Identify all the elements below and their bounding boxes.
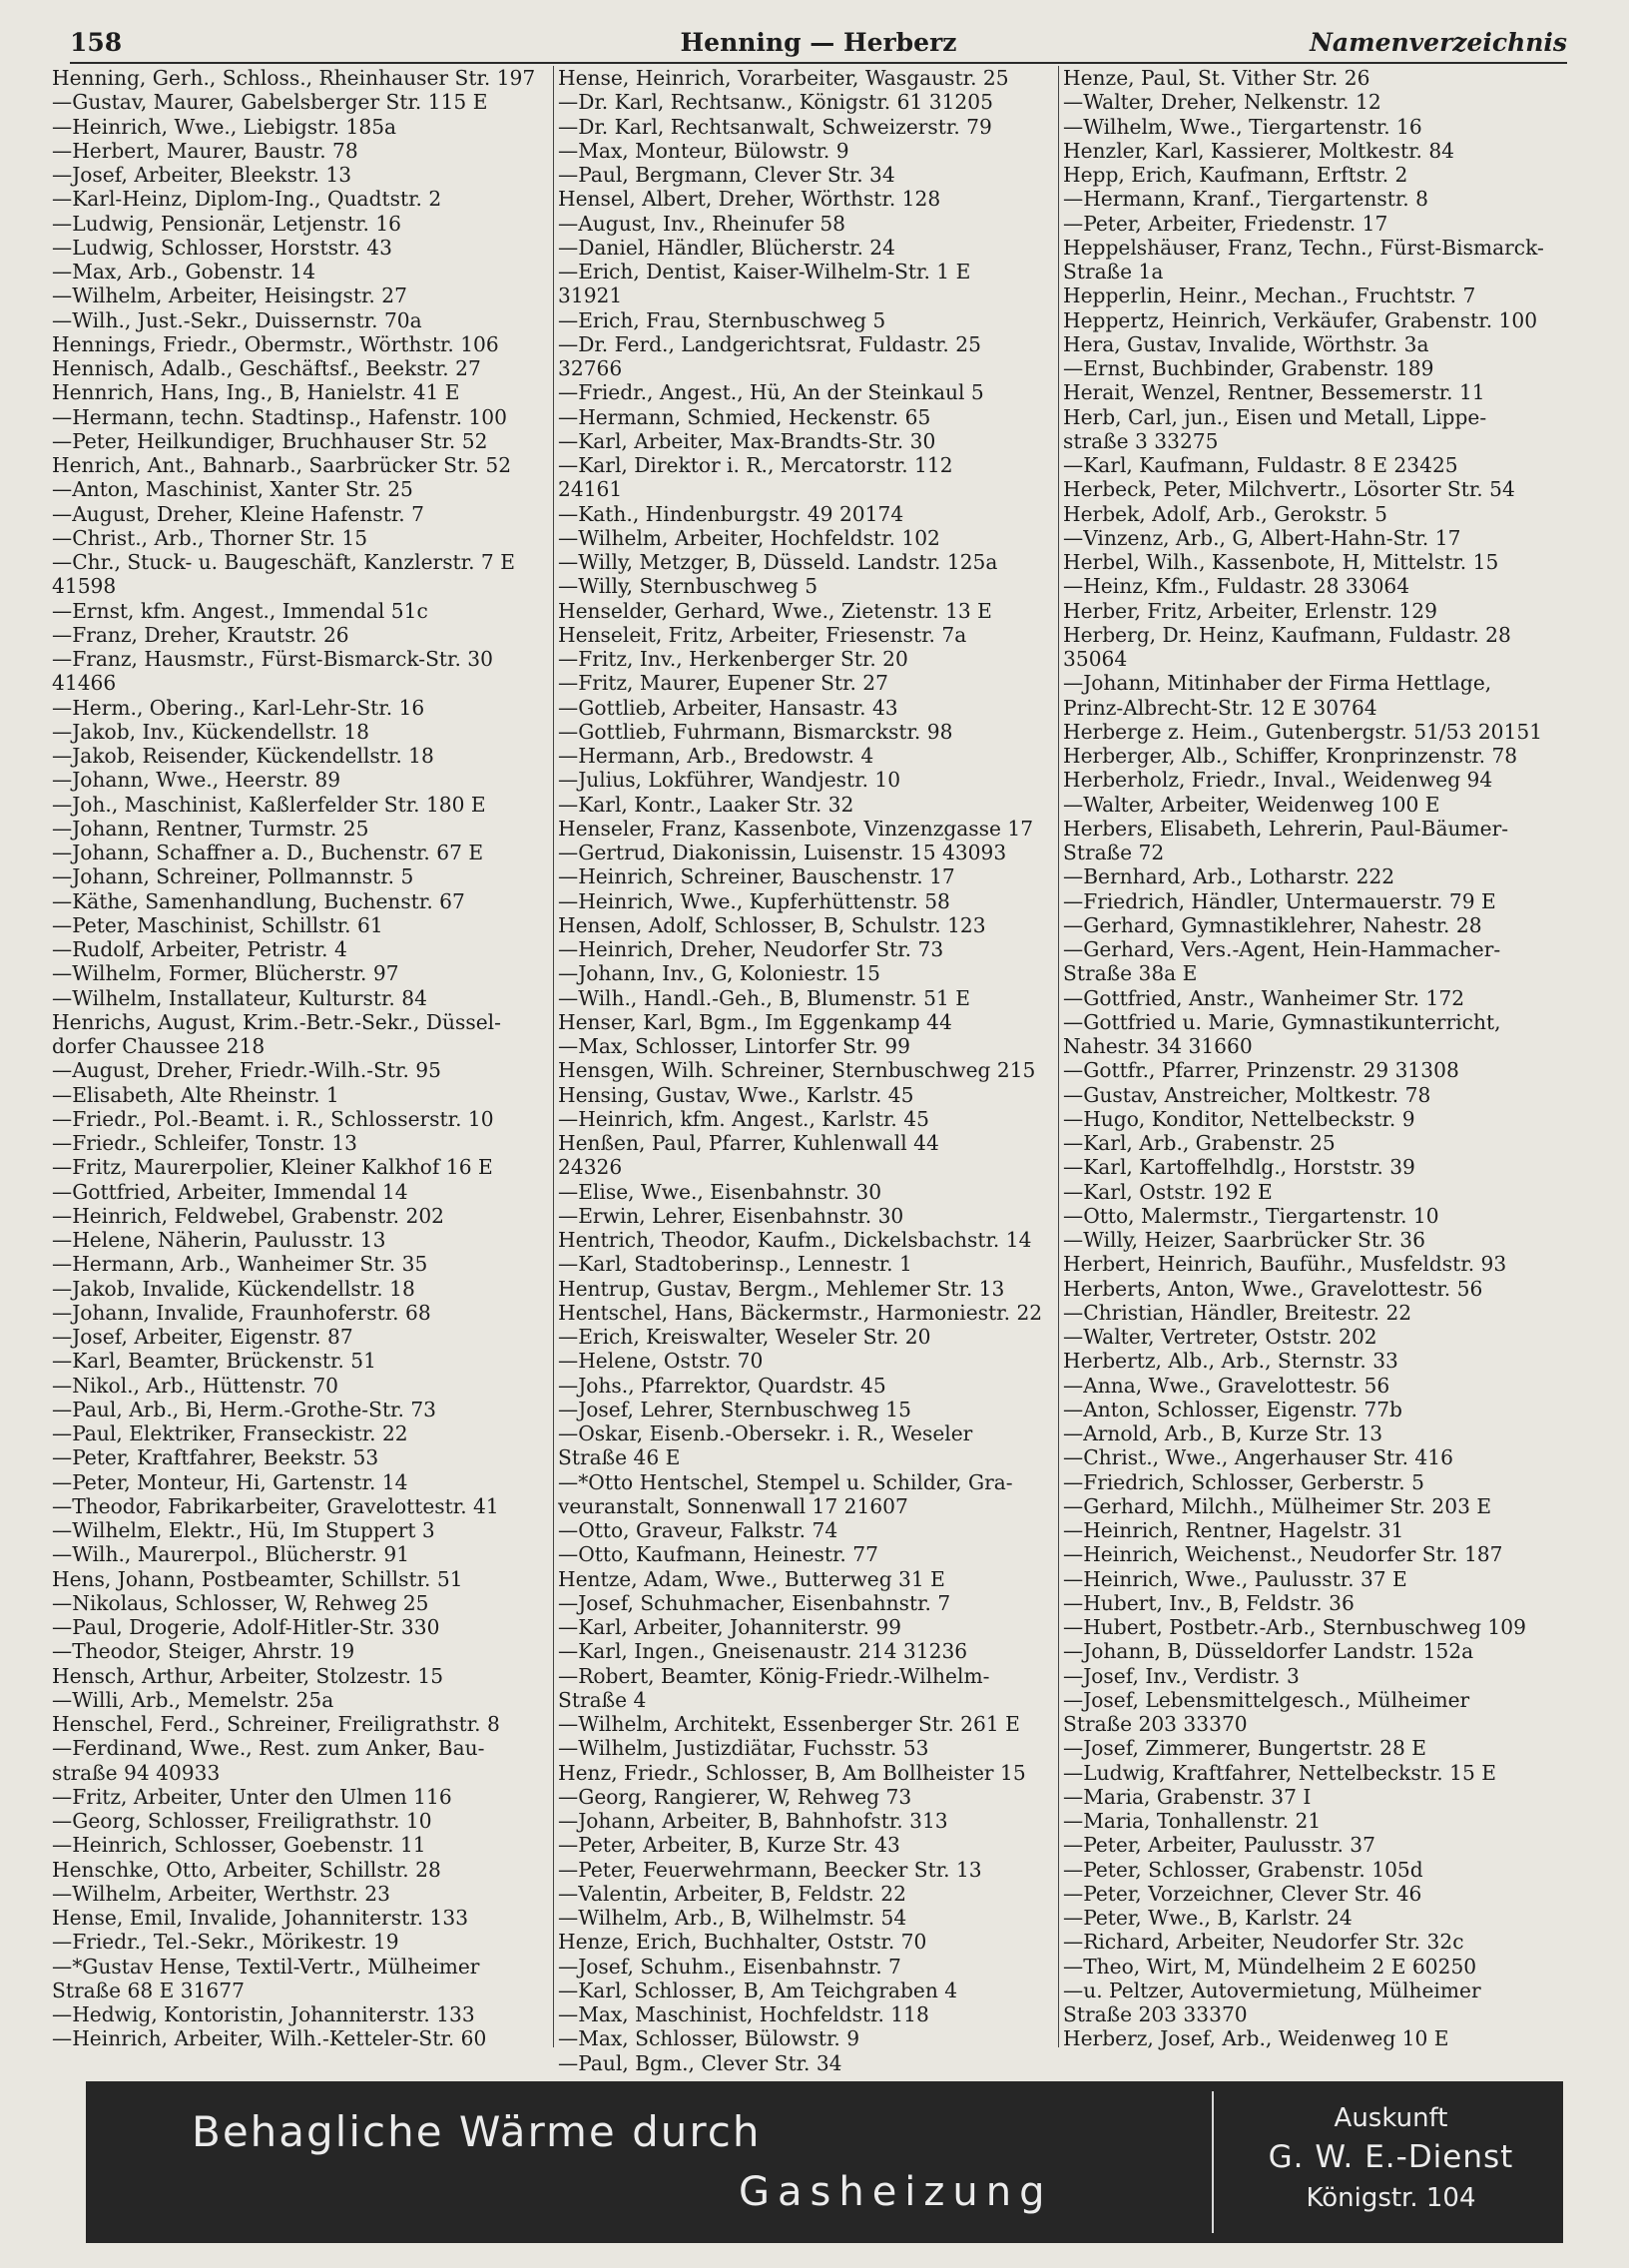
directory-entry: —Paul, Bgm., Clever Str. 34 xyxy=(558,2050,842,2075)
directory-entry: —Wilh., Handl.-Geh., B, Blumenstr. 51 E xyxy=(558,985,970,1010)
directory-entry: Straße 1a xyxy=(1063,260,1164,284)
directory-entry: Hentrup, Gustav, Bergm., Mehlemer Str. 13 xyxy=(558,1276,1005,1301)
directory-entry: Henseleit, Fritz, Arbeiter, Friesenstr. 7a xyxy=(558,622,967,647)
directory-entry: —Wilh., Just.-Sekr., Duissernstr. 70a xyxy=(52,307,422,332)
directory-column-1 xyxy=(48,66,553,2051)
directory-entry: —Peter, Maschinist, Schillstr. 61 xyxy=(52,912,383,937)
directory-entry: 24326 xyxy=(558,1155,623,1180)
directory-entry: Hense, Heinrich, Vorarbeiter, Wasgaustr. 25 xyxy=(558,66,1009,90)
directory-entry: —Fritz, Inv., Herkenberger Str. 20 xyxy=(558,647,908,671)
directory-entry: —Johann, Inv., G, Koloniestr. 15 xyxy=(558,961,880,986)
directory-entry: —Max, Schlosser, Bülowstr. 9 xyxy=(558,2026,860,2051)
directory-entry: Straße 68 E 31677 xyxy=(52,1978,245,2002)
directory-entry: —Wilh., Maurerpol., Blücherstr. 91 xyxy=(52,1542,410,1567)
directory-entry: 32766 xyxy=(558,356,623,380)
directory-entry: Hensgen, Wilh. Schreiner, Sternbuschweg 215 xyxy=(558,1058,1036,1083)
directory-entry: —Julius, Lokführer, Wandjestr. 10 xyxy=(558,768,901,793)
directory-entry: —Rudolf, Arbeiter, Petristr. 4 xyxy=(52,937,347,961)
directory-entry: —Wilhelm, Arbeiter, Heisingstr. 27 xyxy=(52,284,407,308)
directory-entry: Herberz, Josef, Arb., Weidenweg 10 E xyxy=(1063,2026,1449,2051)
directory-entry: —Kath., Hindenburgstr. 49 20174 xyxy=(558,501,904,526)
directory-entry: —Peter, Arbeiter, B, Kurze Str. 43 xyxy=(558,1833,900,1858)
directory-entry: —Otto, Kaufmann, Heinestr. 77 xyxy=(558,1542,878,1567)
directory-entry: —Peter, Monteur, Hi, Gartenstr. 14 xyxy=(52,1469,408,1494)
directory-entry: —Robert, Beamter, König-Friedr.-Wilhelm- xyxy=(558,1663,990,1688)
directory-entry: Henschke, Otto, Arbeiter, Schillstr. 28 xyxy=(52,1857,441,1882)
directory-entry: —Oskar, Eisenb.-Obersekr. i. R., Weseler xyxy=(558,1421,973,1445)
directory-entry: Heppelshäuser, Franz, Techn., Fürst-Bismarck- xyxy=(1063,235,1544,260)
section-title: Namenverzeichnis xyxy=(1310,28,1567,57)
directory-entry: Straße 72 xyxy=(1063,841,1165,864)
directory-entry: —Max, Arb., Gobenstr. 14 xyxy=(52,260,316,284)
directory-entry: —Fritz, Maurerpolier, Kleiner Kalkhof 16 E xyxy=(52,1155,493,1180)
directory-entry: —Vinzenz, Arb., G, Albert-Hahn-Str. 17 xyxy=(1063,525,1461,550)
directory-entry: —Josef, Inv., Verdistr. 3 xyxy=(1063,1663,1300,1688)
directory-entry: —Richard, Arbeiter, Neudorfer Str. 32c xyxy=(1063,1930,1464,1955)
directory-entry: —Johann, B, Düsseldorfer Landstr. 152a xyxy=(1063,1639,1474,1664)
directory-entry: —Joh., Maschinist, Kaßlerfelder Str. 180 E xyxy=(52,792,486,817)
directory-entry: —Johann, Schaffner a. D., Buchenstr. 67 E xyxy=(52,841,484,864)
directory-entry: Henschel, Ferd., Schreiner, Freiligrathstr. 8 xyxy=(52,1712,500,1736)
directory-entry: —Jakob, Invalide, Kückendellstr. 18 xyxy=(52,1276,415,1301)
directory-entry: —Heinz, Kfm., Fuldastr. 28 33064 xyxy=(1063,574,1410,599)
directory-entry: —August, Inv., Rheinufer 58 xyxy=(558,211,846,236)
directory-entry: —Jakob, Inv., Kückendellstr. 18 xyxy=(52,719,370,744)
directory-entry: —Karl, Kontr., Laaker Str. 32 xyxy=(558,792,854,817)
directory-entry: —Gottlieb, Fuhrmann, Bismarckstr. 98 xyxy=(558,719,953,744)
directory-entry: —Heinrich, Schlosser, Goebenstr. 11 xyxy=(52,1833,426,1858)
directory-entry: —Fritz, Arbeiter, Unter den Ulmen 116 xyxy=(52,1784,452,1809)
directory-entry: Hentschel, Hans, Bäckermstr., Harmoniestr. 22 xyxy=(558,1300,1043,1325)
directory-entry: —Heinrich, Feldwebel, Grabenstr. 202 xyxy=(52,1203,445,1228)
advert-contact xyxy=(1219,2081,1563,2243)
page-header xyxy=(70,26,1567,64)
directory-entry: —Friedr., Pol.-Beamt. i. R., Schlosserstr. 10 xyxy=(52,1106,494,1131)
directory-entry: Hentrich, Theodor, Kaufm., Dickelsbachstr. 14 xyxy=(558,1228,1032,1252)
directory-entry: —Ernst, kfm. Angest., Immendal 51c xyxy=(52,598,428,623)
directory-entry: —August, Dreher, Kleine Hafenstr. 7 xyxy=(52,501,424,526)
directory-entry: —Karl, Arbeiter, Johanniterstr. 99 xyxy=(558,1615,902,1639)
directory-entry: straße 3 33275 xyxy=(1063,428,1219,453)
directory-entry: 35064 xyxy=(1063,647,1128,671)
directory-entry: —Ludwig, Schlosser, Horststr. 43 xyxy=(52,235,392,260)
directory-entry: —Hermann, Schmied, Heckenstr. 65 xyxy=(558,404,931,429)
directory-entry: Hensel, Albert, Dreher, Wörthstr. 128 xyxy=(558,187,941,212)
directory-entry: —Walter, Arbeiter, Weidenweg 100 E xyxy=(1063,792,1440,817)
directory-entry: —Anna, Wwe., Gravelottestr. 56 xyxy=(1063,1373,1390,1398)
directory-entry: Hensing, Gustav, Wwe., Karlstr. 45 xyxy=(558,1082,914,1107)
directory-entry: —Erich, Kreiswalter, Weseler Str. 20 xyxy=(558,1325,931,1349)
directory-columns xyxy=(48,66,1565,2075)
directory-entry: —Karl, Kartoffelhdlg., Horststr. 39 xyxy=(1063,1155,1415,1180)
directory-entry: Herberger, Alb., Schiffer, Kronprinzenstr. 78 xyxy=(1063,744,1518,768)
directory-entry: Hepperlin, Heinr., Mechan., Fruchtstr. 7 xyxy=(1063,284,1476,308)
directory-entry: —Willy, Sternbuschweg 5 xyxy=(558,574,818,599)
directory-entry: —Chr., Stuck- u. Baugeschäft, Kanzlerstr. 7 E xyxy=(52,550,515,574)
directory-entry: —Johs., Pfarrektor, Quardstr. 45 xyxy=(558,1373,886,1398)
directory-entry: —Nikol., Arb., Hüttenstr. 70 xyxy=(52,1373,339,1398)
directory-entry: —Paul, Bergmann, Clever Str. 34 xyxy=(558,163,895,187)
directory-entry: —Gerhard, Gymnastiklehrer, Nahestr. 28 xyxy=(1063,912,1482,937)
directory-entry: —Otto, Malermstr., Tiergartenstr. 10 xyxy=(1063,1203,1439,1228)
directory-entry: Herbertz, Alb., Arb., Sternstr. 33 xyxy=(1063,1349,1398,1374)
directory-entry: —Gertrud, Diakonissin, Luisenstr. 15 43093 xyxy=(558,841,1007,864)
directory-entry: —Hugo, Konditor, Nettelbeckstr. 9 xyxy=(1063,1106,1415,1131)
advert-slogan-line-2: Gasheizung xyxy=(739,2169,1053,2215)
directory-entry: —Dr. Karl, Rechtsanw., Königstr. 61 31205 xyxy=(558,90,993,115)
directory-entry: —Gottfried u. Marie, Gymnastikunterricht, xyxy=(1063,1009,1501,1034)
directory-entry: —Wilhelm, Architekt, Essenberger Str. 261 E xyxy=(558,1712,1020,1736)
directory-entry: Henning, Gerh., Schloss., Rheinhauser Str. 197 xyxy=(52,66,536,90)
directory-entry: —Josef, Schuhm., Eisenbahnstr. 7 xyxy=(558,1954,901,1979)
directory-entry: Herbel, Wilh., Kassenbote, H, Mittelstr. 15 xyxy=(1063,550,1499,574)
directory-entry: —Wilhelm, Former, Blücherstr. 97 xyxy=(52,961,399,986)
directory-entry: —Peter, Arbeiter, Friedenstr. 17 xyxy=(1063,211,1388,236)
directory-entry: Straße 4 xyxy=(558,1687,647,1712)
directory-entry: Henseler, Franz, Kassenbote, Vinzenzgasse 17 xyxy=(558,816,1034,841)
directory-entry: —Wilhelm, Installateur, Kulturstr. 84 xyxy=(52,985,427,1010)
directory-entry: Herait, Wenzel, Rentner, Bessemerstr. 11 xyxy=(1063,380,1485,405)
directory-entry: —Herbert, Maurer, Baustr. 78 xyxy=(52,138,358,163)
directory-entry: —Otto, Graveur, Falkstr. 74 xyxy=(558,1518,838,1542)
directory-entry: —Walter, Dreher, Nelkenstr. 12 xyxy=(1063,90,1381,115)
directory-entry: —Gottfr., Pfarrer, Prinzenstr. 29 31308 xyxy=(1063,1058,1459,1083)
directory-entry: Herberge z. Heim., Gutenbergstr. 51/53 20151 xyxy=(1063,719,1543,744)
directory-entry: —Max, Schlosser, Lintorfer Str. 99 xyxy=(558,1034,910,1058)
directory-entry: —Georg, Rangierer, W, Rehweg 73 xyxy=(558,1784,912,1809)
directory-entry: —Willy, Metzger, B, Düsseld. Landstr. 125a xyxy=(558,550,998,574)
directory-entry: —*Otto Hentschel, Stempel u. Schilder, Gra- xyxy=(558,1469,1013,1494)
directory-entry: —Heinrich, Wwe., Kupferhüttenstr. 58 xyxy=(558,888,950,913)
directory-entry: —Gerhard, Vers.-Agent, Hein-Hammacher- xyxy=(1063,937,1501,961)
advert-contact-label: Auskunft xyxy=(1334,2103,1448,2133)
directory-entry: —Valentin, Arbeiter, B, Feldstr. 22 xyxy=(558,1881,906,1906)
directory-entry: Henrichs, August, Krim.-Betr.-Sekr., Düssel- xyxy=(52,1009,501,1034)
directory-entry: —Ludwig, Kraftfahrer, Nettelbeckstr. 15 E xyxy=(1063,1760,1496,1785)
directory-entry: —Theo, Wirt, M, Mündelheim 2 E 60250 xyxy=(1063,1954,1477,1979)
directory-entry: —Paul, Elektriker, Franseckistr. 22 xyxy=(52,1421,408,1445)
directory-entry: —Peter, Feuerwehrmann, Beecker Str. 13 xyxy=(558,1857,982,1882)
directory-entry: Henßen, Paul, Pfarrer, Kuhlenwall 44 xyxy=(558,1131,939,1155)
directory-entry: —u. Peltzer, Autovermietung, Mülheimer xyxy=(1063,1978,1481,2002)
directory-entry: Henselder, Gerhard, Wwe., Zietenstr. 13 E xyxy=(558,598,992,623)
directory-entry: —Max, Monteur, Bülowstr. 9 xyxy=(558,138,849,163)
directory-entry: Heppertz, Heinrich, Verkäufer, Grabenstr. 100 xyxy=(1063,307,1538,332)
directory-entry: —Peter, Schlosser, Grabenstr. 105d xyxy=(1063,1857,1423,1882)
directory-entry: Straße 203 33370 xyxy=(1063,1712,1248,1736)
directory-entry: Straße 38a E xyxy=(1063,961,1198,986)
directory-entry: —Wilhelm, Justizdiätar, Fuchsstr. 53 xyxy=(558,1736,929,1761)
directory-entry: Henz, Friedr., Schlosser, B, Am Bollheister 15 xyxy=(558,1760,1026,1785)
directory-entry: —Helene, Oststr. 70 xyxy=(558,1349,764,1374)
directory-entry: —Christ., Wwe., Angerhauser Str. 416 xyxy=(1063,1445,1453,1470)
directory-entry: —Hedwig, Kontoristin, Johanniterstr. 133 xyxy=(52,2002,475,2026)
directory-entry: —Johann, Wwe., Heerstr. 89 xyxy=(52,768,341,793)
directory-entry: —Maria, Tonhallenstr. 21 xyxy=(1063,1809,1322,1833)
directory-entry: —Nikolaus, Schlosser, W, Rehweg 25 xyxy=(52,1590,429,1615)
directory-entry: —Josef, Lehrer, Sternbuschweg 15 xyxy=(558,1397,911,1421)
directory-entry: —Gustav, Maurer, Gabelsberger Str. 115 E xyxy=(52,90,488,115)
advert-contact-address: Königstr. 104 xyxy=(1306,2183,1476,2213)
directory-entry: —Karl, Kaufmann, Fuldastr. 8 E 23425 xyxy=(1063,453,1458,477)
directory-entry: —Hermann, Kranf., Tiergartenstr. 8 xyxy=(1063,187,1428,212)
directory-entry: —Peter, Vorzeichner, Clever Str. 46 xyxy=(1063,1881,1422,1906)
directory-entry: Henser, Karl, Bgm., Im Eggenkamp 44 xyxy=(558,1009,952,1034)
directory-entry: —Walter, Vertreter, Oststr. 202 xyxy=(1063,1325,1377,1349)
directory-entry: —Christ., Arb., Thorner Str. 15 xyxy=(52,525,368,550)
directory-entry: —Johann, Rentner, Turmstr. 25 xyxy=(52,816,369,841)
directory-entry: —Fritz, Maurer, Eupener Str. 27 xyxy=(558,671,888,696)
directory-entry: —Karl, Beamter, Brückenstr. 51 xyxy=(52,1349,376,1374)
directory-entry: —Käthe, Samenhandlung, Buchenstr. 67 xyxy=(52,888,465,913)
directory-entry: —Anton, Maschinist, Xanter Str. 25 xyxy=(52,477,413,502)
directory-entry: —Karl, Stadtoberinsp., Lennestr. 1 xyxy=(558,1252,912,1277)
directory-entry: —Johann, Arbeiter, B, Bahnhofstr. 313 xyxy=(558,1809,948,1833)
directory-entry: Hepp, Erich, Kaufmann, Erftstr. 2 xyxy=(1063,163,1408,187)
directory-entry: —Heinrich, Arbeiter, Wilh.-Ketteler-Str. 60 xyxy=(52,2026,487,2051)
directory-entry: —Hubert, Postbetr.-Arb., Sternbuschweg 109 xyxy=(1063,1615,1526,1639)
directory-entry: 24161 xyxy=(558,477,623,502)
directory-entry: Hensch, Arthur, Arbeiter, Stolzestr. 15 xyxy=(52,1663,444,1688)
directory-entry: Herbers, Elisabeth, Lehrerin, Paul-Bäumer- xyxy=(1063,816,1509,841)
directory-entry: —Peter, Wwe., B, Karlstr. 24 xyxy=(1063,1906,1353,1930)
directory-entry: —Friedr., Schleifer, Tonstr. 13 xyxy=(52,1131,358,1155)
directory-entry: —August, Dreher, Friedr.-Wilh.-Str. 95 xyxy=(52,1058,441,1083)
directory-entry: —Gustav, Anstreicher, Moltkestr. 78 xyxy=(1063,1082,1431,1107)
directory-entry: —Wilhelm, Elektr., Hü, Im Stuppert 3 xyxy=(52,1518,435,1542)
directory-entry: Henzler, Karl, Kassierer, Moltkestr. 84 xyxy=(1063,138,1455,163)
directory-entry: —Heinrich, Wwe., Paulusstr. 37 E xyxy=(1063,1566,1407,1591)
directory-column-2 xyxy=(553,66,1058,2075)
directory-entry: —Herm., Obering., Karl-Lehr-Str. 16 xyxy=(52,695,425,720)
directory-entry: Herberholz, Friedr., Inval., Weidenweg 94 xyxy=(1063,768,1493,793)
directory-entry: —Peter, Heilkundiger, Bruchhauser Str. 52 xyxy=(52,428,488,453)
directory-entry: Hennisch, Adalb., Geschäftsf., Beekstr. 27 xyxy=(52,356,481,380)
directory-entry: —Friedrich, Händler, Untermauerstr. 79 E xyxy=(1063,888,1496,913)
directory-entry: —Johann, Mitinhaber der Firma Hettlage, xyxy=(1063,671,1492,696)
directory-entry: —Erich, Dentist, Kaiser-Wilhelm-Str. 1 E xyxy=(558,260,971,284)
directory-entry: —Karl, Arbeiter, Max-Brandts-Str. 30 xyxy=(558,428,936,453)
directory-entry: —Daniel, Händler, Blücherstr. 24 xyxy=(558,235,895,260)
directory-entry: —Gottfried, Anstr., Wanheimer Str. 172 xyxy=(1063,985,1465,1010)
directory-entry: —Karl, Arb., Grabenstr. 25 xyxy=(1063,1131,1336,1155)
directory-entry: —Ferdinand, Wwe., Rest. zum Anker, Bau- xyxy=(52,1736,485,1761)
directory-entry: —Ernst, Buchbinder, Grabenstr. 189 xyxy=(1063,356,1434,380)
directory-entry: —Wilhelm, Arbeiter, Werthstr. 23 xyxy=(52,1881,390,1906)
directory-entry: —Ludwig, Pensionär, Letjenstr. 16 xyxy=(52,211,402,236)
directory-entry: —Willy, Heizer, Saarbrücker Str. 36 xyxy=(1063,1228,1425,1252)
directory-entry: Nahestr. 34 31660 xyxy=(1063,1034,1253,1058)
directory-entry: —Paul, Arb., Bi, Herm.-Grothe-Str. 73 xyxy=(52,1397,437,1421)
directory-entry: —Karl-Heinz, Diplom-Ing., Quadtstr. 2 xyxy=(52,187,442,212)
directory-entry: —Johann, Schreiner, Pollmannstr. 5 xyxy=(52,864,414,889)
directory-entry: Herberts, Anton, Wwe., Gravelottestr. 56 xyxy=(1063,1276,1483,1301)
directory-entry: —Friedrich, Schlosser, Gerberstr. 5 xyxy=(1063,1469,1424,1494)
directory-entry: —Theodor, Steiger, Ahrstr. 19 xyxy=(52,1639,355,1664)
directory-entry: —Josef, Arbeiter, Eigenstr. 87 xyxy=(52,1325,353,1349)
directory-entry: Henze, Paul, St. Vither Str. 26 xyxy=(1063,66,1370,90)
directory-entry: Hera, Gustav, Invalide, Wörthstr. 3a xyxy=(1063,331,1429,356)
directory-entry: —Gerhard, Milchh., Mülheimer Str. 203 E xyxy=(1063,1493,1492,1518)
directory-entry: —Erwin, Lehrer, Eisenbahnstr. 30 xyxy=(558,1203,904,1228)
directory-entry: —Wilhelm, Arb., B, Wilhelmstr. 54 xyxy=(558,1906,907,1930)
directory-entry: —*Gustav Hense, Textil-Vertr., Mülheimer xyxy=(52,1954,480,1979)
directory-entry: —Hermann, Arb., Bredowstr. 4 xyxy=(558,744,874,768)
directory-entry: —Karl, Direktor i. R., Mercatorstr. 112 xyxy=(558,453,953,477)
directory-entry: —Max, Maschinist, Hochfeldstr. 118 xyxy=(558,2002,929,2026)
directory-entry: 31921 xyxy=(558,284,623,308)
directory-entry: Hensen, Adolf, Schlosser, B, Schulstr. 123 xyxy=(558,912,986,937)
directory-entry: —Theodor, Fabrikarbeiter, Gravelottestr. 41 xyxy=(52,1493,499,1518)
gas-heating-advert xyxy=(86,2081,1563,2243)
directory-entry: —Friedr., Angest., Hü, An der Steinkaul 5 xyxy=(558,380,984,405)
directory-entry: Hentze, Adam, Wwe., Butterweg 31 E xyxy=(558,1566,945,1591)
directory-entry: —Gottfried, Arbeiter, Immendal 14 xyxy=(52,1179,408,1204)
directory-entry: —Heinrich, Schreiner, Bauschenstr. 17 xyxy=(558,864,955,889)
directory-entry: Henrich, Ant., Bahnarb., Saarbrücker Str. 52 xyxy=(52,453,512,477)
directory-entry: Herbek, Adolf, Arb., Gerokstr. 5 xyxy=(1063,501,1387,526)
directory-entry: —Johann, Invalide, Fraunhoferstr. 68 xyxy=(52,1300,431,1325)
directory-entry: Hens, Johann, Postbeamter, Schillstr. 51 xyxy=(52,1566,463,1591)
directory-entry: —Arnold, Arb., B, Kurze Str. 13 xyxy=(1063,1421,1383,1445)
directory-entry: Herber, Fritz, Arbeiter, Erlenstr. 129 xyxy=(1063,598,1437,623)
directory-entry: —Hubert, Inv., B, Feldstr. 36 xyxy=(1063,1590,1355,1615)
directory-entry: 41466 xyxy=(52,671,117,696)
directory-entry: —Christian, Händler, Breitestr. 22 xyxy=(1063,1300,1412,1325)
directory-entry: dorfer Chaussee 218 xyxy=(52,1034,266,1058)
directory-entry: —Gottlieb, Arbeiter, Hansastr. 43 xyxy=(558,695,898,720)
directory-entry: Herbeck, Peter, Milchvertr., Lösorter Str. 54 xyxy=(1063,477,1515,502)
directory-entry: Straße 203 33370 xyxy=(1063,2002,1248,2026)
directory-entry: —Friedr., Tel.-Sekr., Mörikestr. 19 xyxy=(52,1930,399,1955)
directory-entry: —Helene, Näherin, Paulusstr. 13 xyxy=(52,1228,386,1252)
directory-entry: —Heinrich, kfm. Angest., Karlstr. 45 xyxy=(558,1106,929,1131)
directory-entry: —Josef, Schuhmacher, Eisenbahnstr. 7 xyxy=(558,1590,951,1615)
directory-entry: Hennrich, Hans, Ing., B, Hanielstr. 41 E xyxy=(52,380,460,405)
directory-entry: —Karl, Ingen., Gneisenaustr. 214 31236 xyxy=(558,1639,968,1664)
directory-entry: —Heinrich, Wwe., Liebigstr. 185a xyxy=(52,114,397,139)
directory-entry: Hennings, Friedr., Obermstr., Wörthstr. 106 xyxy=(52,331,499,356)
directory-entry: —Paul, Drogerie, Adolf-Hitler-Str. 330 xyxy=(52,1615,440,1639)
directory-entry: Herb, Carl, jun., Eisen und Metall, Lippe- xyxy=(1063,404,1487,429)
directory-entry: —Heinrich, Dreher, Neudorfer Str. 73 xyxy=(558,937,944,961)
directory-entry: straße 94 40933 xyxy=(52,1760,221,1785)
directory-entry: —Hermann, techn. Stadtinsp., Hafenstr. 100 xyxy=(52,404,507,429)
advert-divider xyxy=(1212,2091,1214,2233)
directory-entry: —Josef, Zimmerer, Bungertstr. 28 E xyxy=(1063,1736,1426,1761)
directory-entry: 41598 xyxy=(52,574,117,599)
directory-entry: —Karl, Schlosser, B, Am Teichgraben 4 xyxy=(558,1978,958,2002)
directory-entry: veuranstalt, Sonnenwall 17 21607 xyxy=(558,1493,908,1518)
directory-entry: —Heinrich, Rentner, Hagelstr. 31 xyxy=(1063,1518,1404,1542)
directory-entry: —Jakob, Reisender, Kückendellstr. 18 xyxy=(52,744,434,768)
directory-entry: —Georg, Schlosser, Freiligrathstr. 10 xyxy=(52,1809,432,1833)
directory-entry: —Franz, Dreher, Krautstr. 26 xyxy=(52,622,349,647)
directory-entry: —Heinrich, Weichenst., Neudorfer Str. 187 xyxy=(1063,1542,1503,1567)
directory-entry: Herberg, Dr. Heinz, Kaufmann, Fuldastr. 28 xyxy=(1063,622,1511,647)
directory-entry: —Willi, Arb., Memelstr. 25a xyxy=(52,1687,334,1712)
directory-entry: —Elisabeth, Alte Rheinstr. 1 xyxy=(52,1082,339,1107)
directory-entry: Straße 46 E xyxy=(558,1445,681,1470)
directory-column-3 xyxy=(1058,66,1563,2051)
directory-entry: —Wilhelm, Wwe., Tiergartenstr. 16 xyxy=(1063,114,1422,139)
directory-entry: Prinz-Albrecht-Str. 12 E 30764 xyxy=(1063,695,1377,720)
directory-entry: —Anton, Schlosser, Eigenstr. 77b xyxy=(1063,1397,1402,1421)
directory-entry: —Hermann, Arb., Wanheimer Str. 35 xyxy=(52,1252,428,1277)
directory-entry: —Peter, Kraftfahrer, Beekstr. 53 xyxy=(52,1445,379,1470)
directory-entry: —Wilhelm, Arbeiter, Hochfeldstr. 102 xyxy=(558,525,940,550)
directory-entry: Henze, Erich, Buchhalter, Oststr. 70 xyxy=(558,1930,927,1955)
advert-contact-service: G. W. E.-Dienst xyxy=(1268,2139,1514,2175)
directory-entry: —Elise, Wwe., Eisenbahnstr. 30 xyxy=(558,1179,882,1204)
directory-entry: —Karl, Oststr. 192 E xyxy=(1063,1179,1273,1204)
directory-entry: —Peter, Arbeiter, Paulusstr. 37 xyxy=(1063,1833,1375,1858)
directory-entry: —Dr. Karl, Rechtsanwalt, Schweizerstr. 79 xyxy=(558,114,992,139)
name-range-heading: Henning — Herberz xyxy=(680,28,957,57)
advert-slogan xyxy=(86,2081,1209,2243)
directory-entry: Herbert, Heinrich, Bauführ., Musfeldstr. 93 xyxy=(1063,1252,1507,1277)
advert-slogan-line-1: Behagliche Wärme durch xyxy=(192,2107,762,2156)
directory-entry: —Bernhard, Arb., Lotharstr. 222 xyxy=(1063,864,1395,889)
directory-entry: —Dr. Ferd., Landgerichtsrat, Fuldastr. 25 xyxy=(558,331,981,356)
directory-entry: Hense, Emil, Invalide, Johanniterstr. 133 xyxy=(52,1906,469,1930)
directory-entry: —Franz, Hausmstr., Fürst-Bismarck-Str. 30 xyxy=(52,647,493,671)
page-number: 158 xyxy=(70,28,123,57)
directory-entry: —Maria, Grabenstr. 37 I xyxy=(1063,1784,1312,1809)
directory-entry: —Josef, Arbeiter, Bleekstr. 13 xyxy=(52,163,352,187)
directory-entry: —Erich, Frau, Sternbuschweg 5 xyxy=(558,307,886,332)
directory-entry: —Josef, Lebensmittelgesch., Mülheimer xyxy=(1063,1687,1470,1712)
